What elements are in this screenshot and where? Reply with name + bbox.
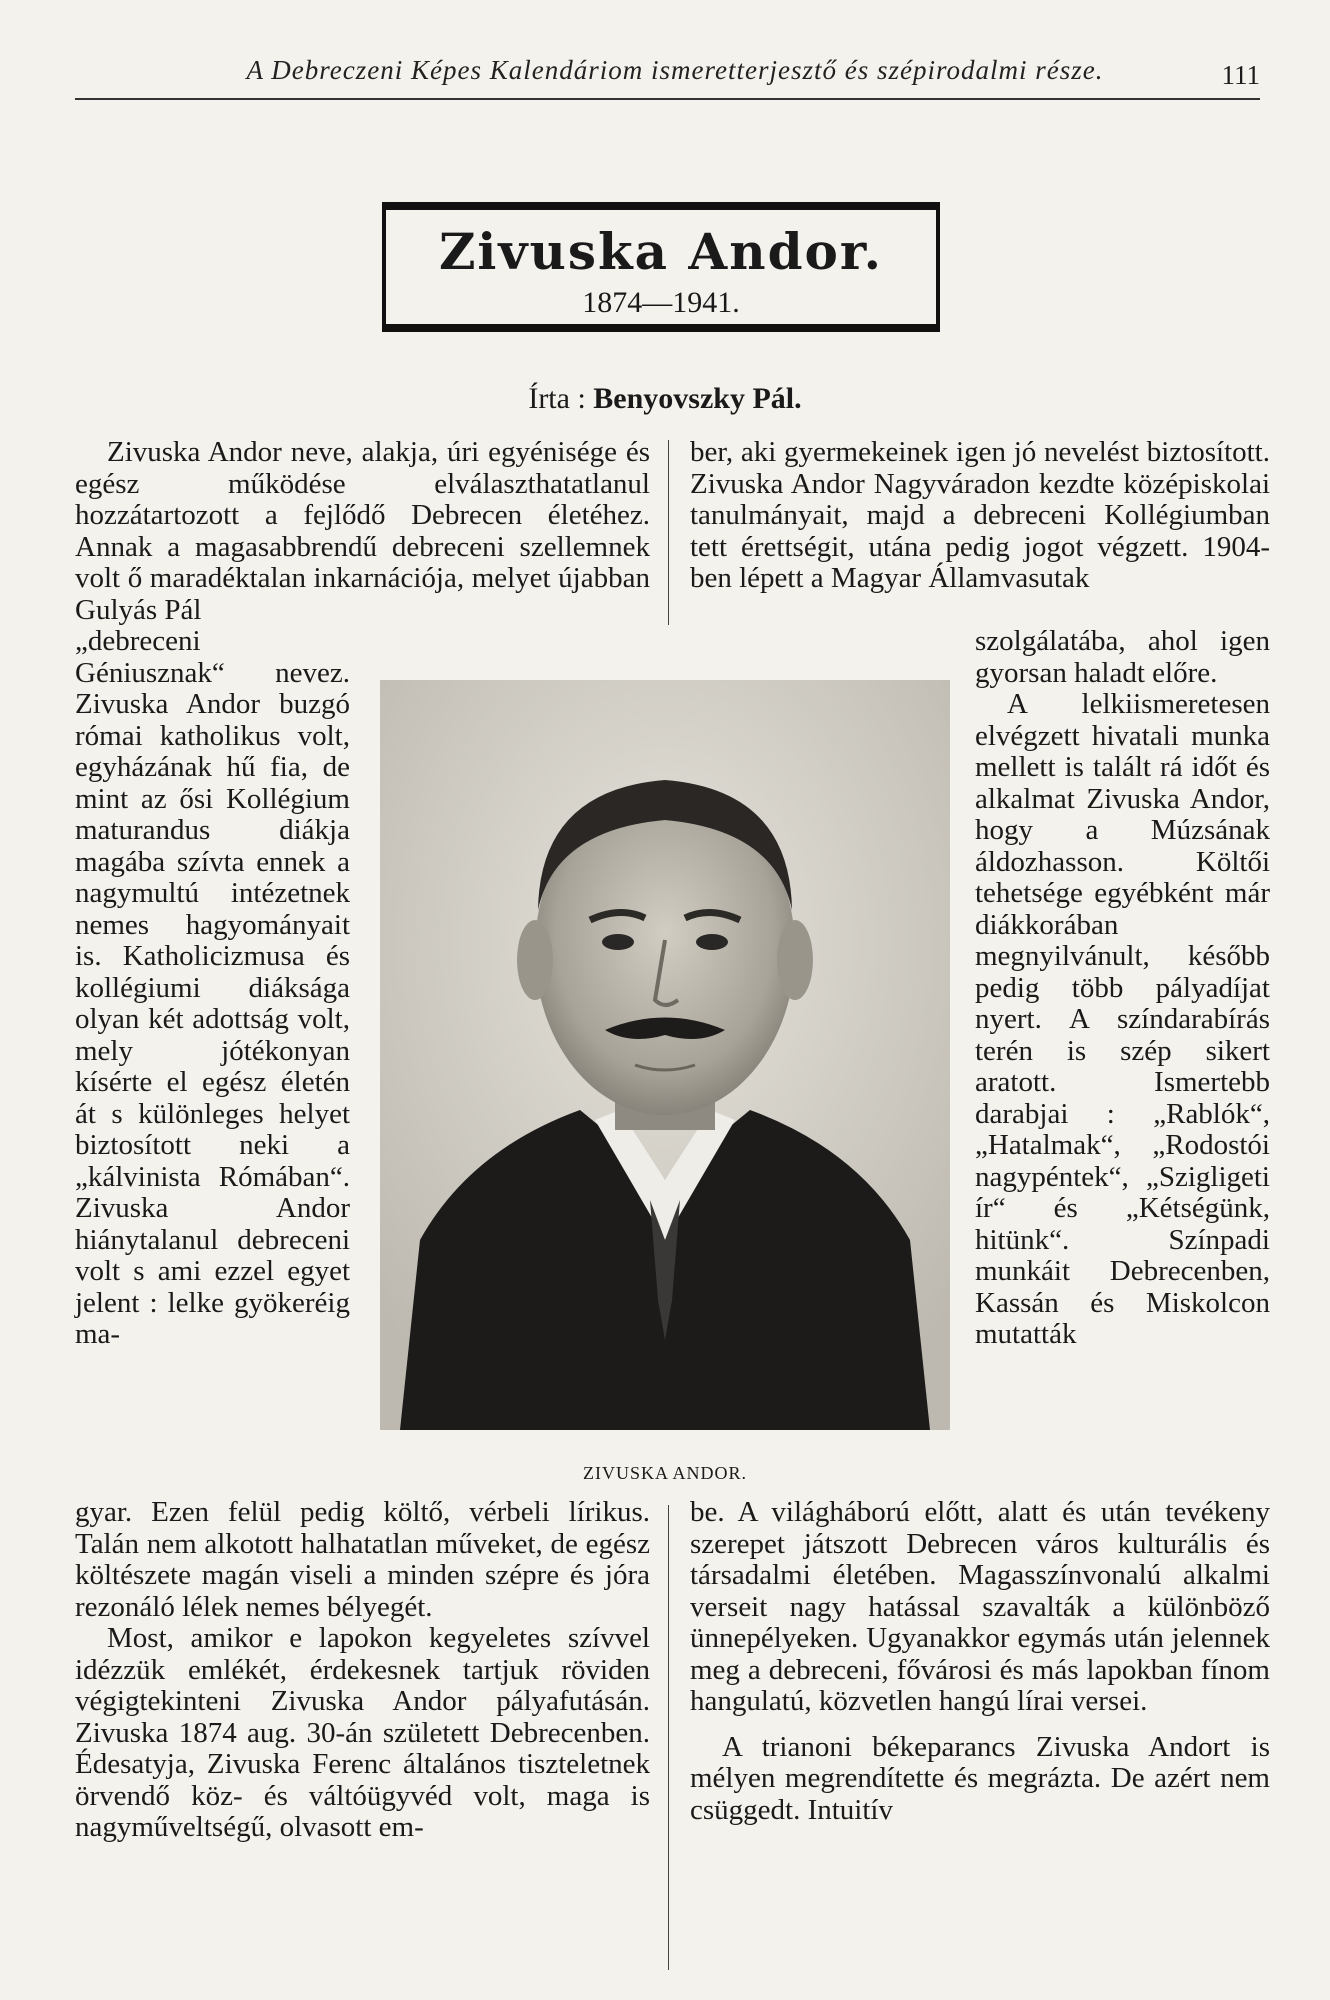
paragraph: Zivuska Andor neve, alakja, úri egyénisége és egész működése elválaszthatatlanul hozzátartozott a fejlődő Debrecen életéhez. Annak a magasabbrendű debreceni szellemnek volt ő maradéktalan inkarnációja, melyet újabban Gulyás Pál (75, 436, 650, 626)
article-years: 1874—1941. (582, 286, 740, 319)
title-box (382, 202, 940, 332)
paragraph: A trianoni békeparancs Zivuska Andort is mélyen megrendítette és megrázta. De azért nem csüggedt. Intuitív (690, 1730, 1270, 1826)
portrait-illustration (380, 680, 950, 1430)
header-rule (75, 98, 1260, 100)
paragraph: ber, aki gyermekeinek igen jó nevelést biztosított. Zivuska Andor Nagyváradon kezdte középiskolai tanulmányait, majd a debreceni Kollégiumban tett érettségit, utána pedig jogot végzett. 1904-ben lépett a Magyar Államvasutak (690, 436, 1270, 594)
paragraph: Most, amikor e lapokon kegyeletes szívvel idézzük emlékét, érdekesnek tartjuk röviden végigtekinteni Zivuska Andor pályafutásán. Zivuska 1874 aug. 30-án született Debrecenben. Édesatyja, Zivuska Ferenc általános tiszteletnek örvendő köz- és váltóügyvéd volt, maga is nagyműveltségű, olvasott em- (75, 1622, 650, 1843)
column-divider (668, 1505, 669, 1970)
paragraph: A lelkiismeretesen elvégzett hivatali munka mellett is talált rá időt és alkalmat Zivuska Andor, hogy a Múzsának áldozhasson. Költői tehetsége egyébként már diákkorában megnyilvánult, később pedig több pályadíjat nyert. A színdarabírás terén is szép sikert aratott. Ismertebb darabjai : „Rablók“, „Hatalmak“, „Rodostói nagypéntek“, „Szigligeti ír“ és „Kétségünk, hitünk“. Színpadi munkáit Debrecenben, Kassán és Miskolcon mutatták (975, 688, 1270, 1350)
paragraph: szolgálatába, ahol igen gyorsan haladt előre. (975, 625, 1270, 689)
paragraph: gyar. Ezen felül pedig költő, vérbeli lírikus. Talán nem alkotott halhatatlan műveket, de egész költészete magán viseli a minden szépre és jóra rezonáló lélek nemes bélyegét. (75, 1496, 650, 1623)
portrait-photo (380, 680, 950, 1430)
right-column-top (690, 437, 1270, 595)
left-column-narrow (75, 626, 350, 1351)
left-column-top (75, 437, 650, 626)
byline-author: Benyovszky Pál. (593, 382, 802, 415)
right-column-bottom (690, 1497, 1270, 1826)
article-title: Zivuska Andor. (438, 222, 884, 281)
byline (0, 382, 1330, 416)
photo-caption: ZIVUSKA ANDOR. (582, 1463, 747, 1483)
paragraph: „debreceni Géniusznak“ nevez. Zivuska Andor buzgó római katholikus volt, egyházának hű fia, de mint az ősi Kollégium maturandus diákja magába szívta ennek a nagymultú intézetnek nemes hagyományait is. Katholicizmusa és kollégiumi diáksága olyan két adottság volt, mely jótékonyan kísérte el egész életén át s különleges helyet biztosított neki a „kálvinista Rómában“. Zivuska Andor hiánytalanul debreceni volt s ami ezzel egyet jelent : lelke gyökeréig ma- (75, 625, 350, 1350)
left-column-bottom (75, 1497, 650, 1844)
paragraph: be. A világháború előtt, alatt és után tevékeny szerepet játszott Debrecen város kulturális és társadalmi életében. Magasszínvonalú alkalmi verseit nagy hatással szavalták a különböző ünnepélyeken. Ugyanakkor egymás után jelennek meg a debreceni, fővárosi és más lapokban fínom hangulatú, közvetlen hangú lírai versei. (690, 1496, 1270, 1717)
right-column-narrow (975, 626, 1270, 1351)
page-number: 111 (1221, 60, 1260, 90)
byline-prefix: Írta : (528, 382, 586, 415)
column-divider (668, 440, 669, 625)
running-head: A Debreczeni Képes Kalendáriom ismeretterjesztő és szépirodalmi része. (246, 55, 1104, 85)
